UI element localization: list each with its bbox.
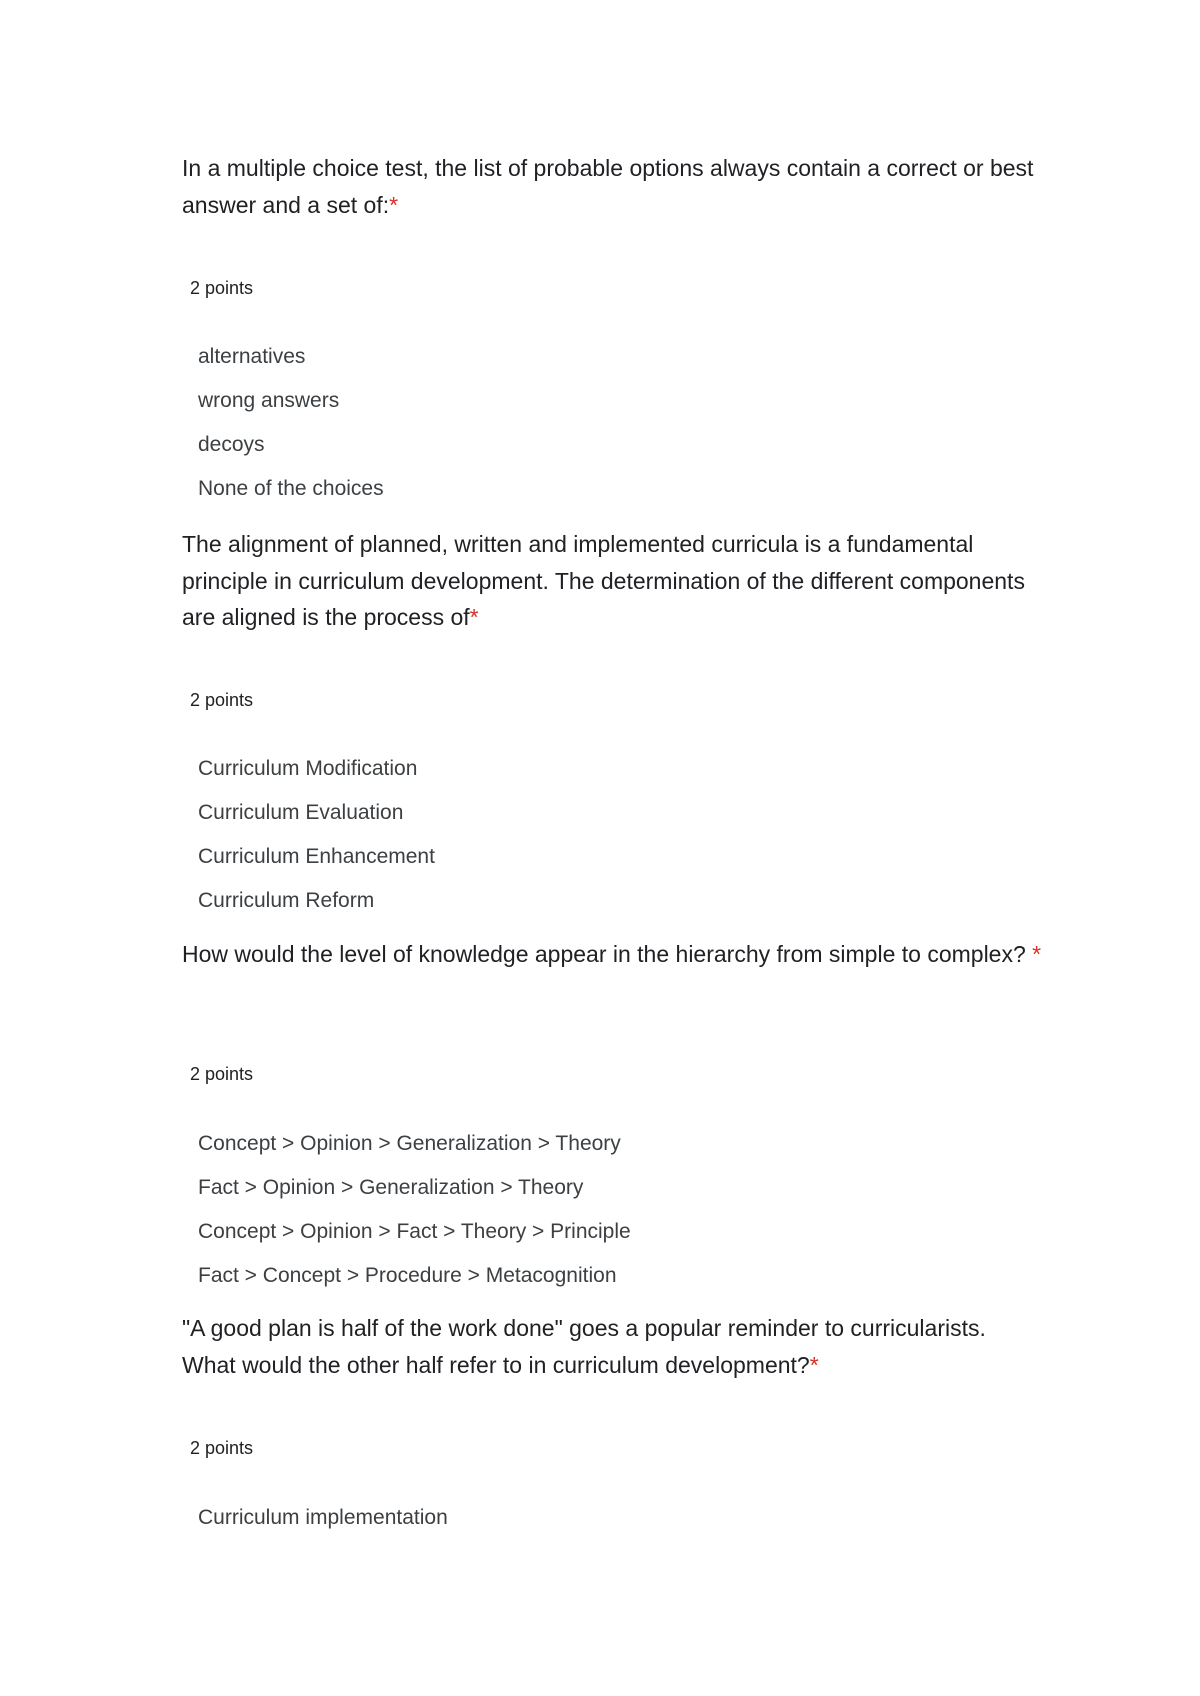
question-3 [182, 936, 1042, 1287]
points-label: 2 points [190, 1064, 254, 1084]
question-2 [182, 526, 1042, 912]
option-item[interactable]: Curriculum Modification [198, 757, 418, 780]
question-text-content: In a multiple choice test, the list of probable options always contain a correct or best answer and a set of: [182, 155, 1034, 218]
option-item[interactable]: Concept > Opinion > Fact > Theory > Principle [198, 1220, 631, 1243]
question-text [182, 1310, 1042, 1383]
option-item[interactable]: None of the choices [198, 477, 384, 500]
options-list [198, 747, 435, 923]
options-list [198, 1122, 631, 1298]
option-item[interactable]: Curriculum implementation [198, 1506, 448, 1529]
option-item[interactable]: Curriculum Reform [198, 889, 375, 912]
question-4 [182, 1310, 1042, 1529]
question-text-content: "A good plan is half of the work done" goes a popular reminder to curricularists. What would the other half refer to in curriculum development? [182, 1315, 986, 1378]
required-asterisk: * [389, 191, 399, 218]
options-list [198, 1496, 448, 1540]
required-asterisk: * [809, 1351, 819, 1378]
question-1 [182, 150, 1042, 500]
option-item[interactable]: Concept > Opinion > Generalization > Theory [198, 1132, 621, 1155]
option-item[interactable]: alternatives [198, 345, 306, 368]
option-item[interactable]: Fact > Opinion > Generalization > Theory [198, 1176, 584, 1199]
option-item[interactable]: Fact > Concept > Procedure > Metacognition [198, 1264, 617, 1287]
question-text [182, 936, 1042, 973]
question-text-content: The alignment of planned, written and implemented curricula is a fundamental principle in curriculum development. The determination of the different components are aligned is the process of [182, 531, 1025, 630]
question-text [182, 150, 1042, 223]
options-list [198, 335, 384, 511]
option-item[interactable]: Curriculum Evaluation [198, 801, 404, 824]
points-label: 2 points [190, 690, 254, 710]
option-item[interactable]: wrong answers [198, 389, 340, 412]
required-asterisk: * [469, 604, 479, 630]
required-asterisk: * [1032, 941, 1042, 967]
question-text-content: How would the level of knowledge appear in the hierarchy from simple to complex? [182, 941, 1033, 967]
points-label: 2 points [190, 1438, 254, 1458]
points-label: 2 points [190, 278, 254, 298]
question-text [182, 526, 1042, 636]
option-item[interactable]: Curriculum Enhancement [198, 845, 435, 868]
option-item[interactable]: decoys [198, 433, 265, 456]
